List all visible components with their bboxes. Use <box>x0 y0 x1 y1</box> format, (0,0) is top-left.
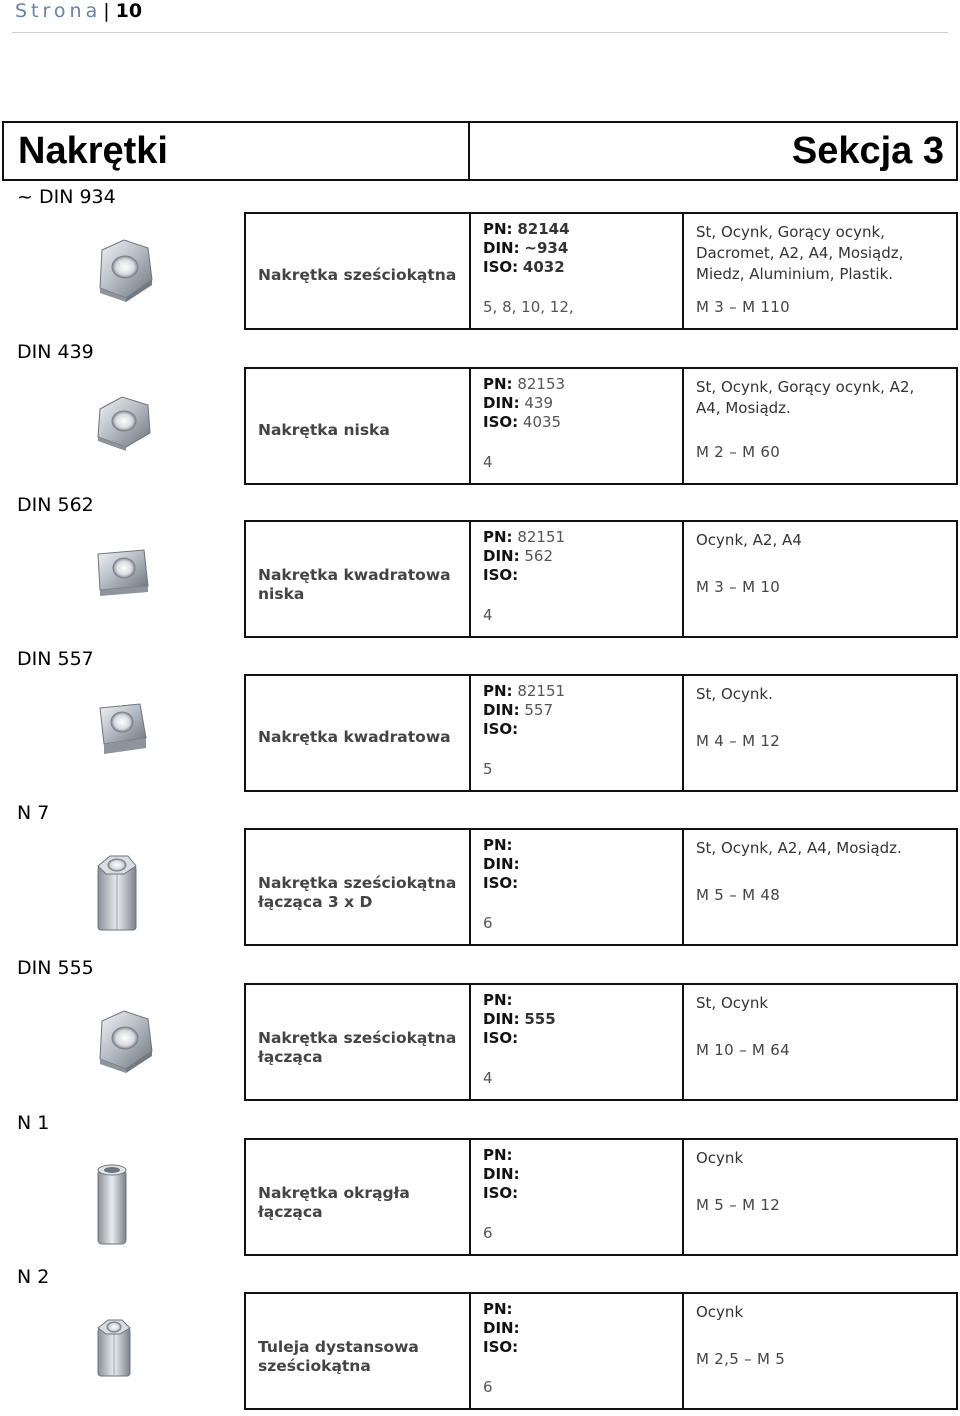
iso-label: ISO: <box>483 566 519 584</box>
product-name-line: łącząca <box>258 1048 323 1066</box>
material-cell <box>682 983 958 1101</box>
thread-range: M 2,5 – M 5 <box>696 1350 786 1368</box>
din-row <box>483 1010 556 1029</box>
pn-label: PN: <box>483 220 513 238</box>
material-text <box>696 1302 743 1323</box>
pn-row <box>483 375 565 394</box>
product-name <box>258 266 456 285</box>
thread-range: M 4 – M 12 <box>696 732 781 750</box>
product-name <box>258 1338 419 1376</box>
iso-row <box>483 258 570 277</box>
din-value: 555 <box>524 1010 556 1028</box>
din-label: DIN: <box>483 855 520 873</box>
product-name <box>258 421 390 440</box>
pn-value: 82151 <box>517 682 566 700</box>
product-name-line: Nakrętka sześciokątna <box>258 874 457 892</box>
iso-row <box>483 720 565 739</box>
product-name-cell <box>244 1292 471 1410</box>
product-name-line: Nakrętka niska <box>258 421 390 439</box>
iso-label: ISO: <box>483 874 519 892</box>
material-cell <box>682 520 958 638</box>
pn-label: PN: <box>483 1146 513 1164</box>
section-title: Sekcja 3 <box>791 130 944 172</box>
material-line: Miedz, Aluminium, Plastik. <box>696 265 894 283</box>
pn-row <box>483 528 565 547</box>
iso-value: 4035 <box>522 413 562 431</box>
section-label: DIN 557 <box>17 648 94 670</box>
iso-row <box>483 566 565 585</box>
din-row <box>483 701 565 720</box>
material-line: St, Ocynk. <box>696 685 773 703</box>
pn-row <box>483 220 570 239</box>
product-name-line: sześciokątna <box>258 1357 371 1375</box>
material-line: A4, Mosiądz. <box>696 399 791 417</box>
hex-nut-image <box>92 236 156 308</box>
product-name-line: Nakrętka kwadratowa <box>258 566 451 584</box>
product-name <box>258 1184 410 1222</box>
hex-nut-image <box>92 1007 156 1079</box>
square-nut-image <box>92 698 152 760</box>
pn-label: PN: <box>483 1300 513 1318</box>
material-line: St, Ocynk, Gorący ocynk, A2, <box>696 378 915 396</box>
pn-value: 82144 <box>517 220 570 238</box>
hex-spacer-image <box>92 1316 136 1384</box>
pn-row <box>483 1300 520 1319</box>
din-label: DIN: <box>483 239 520 257</box>
material-cell <box>682 1138 958 1256</box>
product-name <box>258 1029 456 1067</box>
pn-row <box>483 836 520 855</box>
din-row <box>483 547 565 566</box>
product-name-cell <box>244 828 471 946</box>
material-cell <box>682 212 958 330</box>
thread-range: M 3 – M 110 <box>696 298 790 316</box>
product-name-line: łącząca 3 x D <box>258 893 373 911</box>
iso-row <box>483 1184 520 1203</box>
iso-label: ISO: <box>483 413 519 431</box>
product-name-line: niska <box>258 585 305 603</box>
din-label: DIN: <box>483 394 520 412</box>
material-cell <box>682 828 958 946</box>
product-name-line: Nakrętka sześciokątna <box>258 266 457 284</box>
thread-range: M 10 – M 64 <box>696 1041 790 1059</box>
product-name <box>258 566 451 604</box>
din-value: 439 <box>524 394 554 412</box>
material-text <box>696 530 802 551</box>
codes-cell <box>469 367 684 485</box>
din-row <box>483 1319 520 1338</box>
iso-label: ISO: <box>483 1184 519 1202</box>
iso-label: ISO: <box>483 1338 519 1356</box>
material-text <box>696 1148 743 1169</box>
codes-cell <box>469 983 684 1101</box>
pn-label: PN: <box>483 991 513 1009</box>
din-label: DIN: <box>483 1319 520 1337</box>
material-text <box>696 377 914 419</box>
iso-label: ISO: <box>483 720 519 738</box>
product-name-cell <box>244 983 471 1101</box>
material-cell <box>682 1292 958 1410</box>
round-coupling-nut-image <box>92 1162 132 1252</box>
codes-cell <box>469 828 684 946</box>
size-value: 4 <box>483 1069 493 1087</box>
size-value: 6 <box>483 1378 493 1396</box>
codes-cell <box>469 1292 684 1410</box>
din-label: DIN: <box>483 1010 520 1028</box>
material-text <box>696 684 773 705</box>
thin-square-nut-image <box>92 544 152 604</box>
size-value: 5, 8, 10, 12, <box>483 298 574 316</box>
din-value: 557 <box>524 701 554 719</box>
size-value: 4 <box>483 453 493 471</box>
material-line: St, Ocynk <box>696 994 769 1012</box>
material-line: Dacromet, A2, A4, Mosiądz, <box>696 244 904 262</box>
din-label: DIN: <box>483 1165 520 1183</box>
din-row <box>483 394 565 413</box>
pn-row <box>483 682 565 701</box>
thread-range: M 5 – M 48 <box>696 886 781 904</box>
iso-label: ISO: <box>483 1029 519 1047</box>
title-divider <box>468 121 470 181</box>
din-label: DIN: <box>483 701 520 719</box>
iso-row <box>483 1338 520 1357</box>
section-label: ~ DIN 934 <box>17 186 116 208</box>
din-value: ~934 <box>524 239 569 257</box>
material-cell <box>682 367 958 485</box>
thread-range: M 3 – M 10 <box>696 578 781 596</box>
iso-row <box>483 413 565 432</box>
din-value: 562 <box>524 547 554 565</box>
product-name-line: łącząca <box>258 1203 323 1221</box>
size-value: 6 <box>483 1224 493 1242</box>
pn-label: PN: <box>483 375 513 393</box>
pn-value: 82153 <box>517 375 566 393</box>
codes-cell <box>469 212 684 330</box>
product-name-line: Tuleja dystansowa <box>258 1338 419 1356</box>
page-title: Nakrętki <box>18 130 168 172</box>
size-value: 6 <box>483 914 493 932</box>
product-name-cell <box>244 212 471 330</box>
pn-label: PN: <box>483 836 513 854</box>
pn-row <box>483 1146 520 1165</box>
material-line: Ocynk, A2, A4 <box>696 531 802 549</box>
section-label: DIN 562 <box>17 494 94 516</box>
din-row <box>483 855 520 874</box>
page-header: Strona | 10 <box>15 0 143 22</box>
din-label: DIN: <box>483 547 520 565</box>
section-label: N 1 <box>17 1112 50 1134</box>
material-line: Ocynk <box>696 1303 744 1321</box>
page-number: 10 <box>115 0 143 22</box>
pn-label: PN: <box>483 682 513 700</box>
section-label: N 2 <box>17 1266 50 1288</box>
product-name-cell <box>244 674 471 792</box>
product-name <box>258 874 456 912</box>
size-value: 5 <box>483 760 493 778</box>
product-name-line: Nakrętka sześciokątna <box>258 1029 457 1047</box>
size-value: 4 <box>483 606 493 624</box>
product-name <box>258 728 451 747</box>
iso-value: 4032 <box>522 258 565 276</box>
material-cell <box>682 674 958 792</box>
iso-row <box>483 1029 556 1048</box>
product-name-line: Nakrętka kwadratowa <box>258 728 451 746</box>
product-name-cell <box>244 520 471 638</box>
iso-row <box>483 874 520 893</box>
thin-hex-nut-image <box>92 391 156 457</box>
product-name-line: Nakrętka okrągła <box>258 1184 410 1202</box>
pn-row <box>483 991 556 1010</box>
pn-label: PN: <box>483 528 513 546</box>
din-row <box>483 1165 520 1184</box>
thread-range: M 2 – M 60 <box>696 443 781 461</box>
product-name-cell <box>244 1138 471 1256</box>
thread-range: M 5 – M 12 <box>696 1196 781 1214</box>
material-text <box>696 993 768 1014</box>
section-label: DIN 439 <box>17 341 94 363</box>
page-header-label: Strona <box>15 0 102 22</box>
coupling-hex-nut-image <box>92 852 142 940</box>
din-row <box>483 239 570 258</box>
material-line: St, Ocynk, Gorący ocynk, <box>696 223 885 241</box>
section-label: DIN 555 <box>17 957 94 979</box>
material-text <box>696 222 903 285</box>
section-label: N 7 <box>17 802 50 824</box>
codes-cell <box>469 520 684 638</box>
material-line: St, Ocynk, A2, A4, Mosiądz. <box>696 839 902 857</box>
header-divider <box>12 32 948 33</box>
product-name-cell <box>244 367 471 485</box>
iso-label: ISO: <box>483 258 519 276</box>
material-line: Ocynk <box>696 1149 744 1167</box>
material-text <box>696 838 902 859</box>
codes-cell <box>469 674 684 792</box>
codes-cell <box>469 1138 684 1256</box>
pn-value: 82151 <box>517 528 566 546</box>
